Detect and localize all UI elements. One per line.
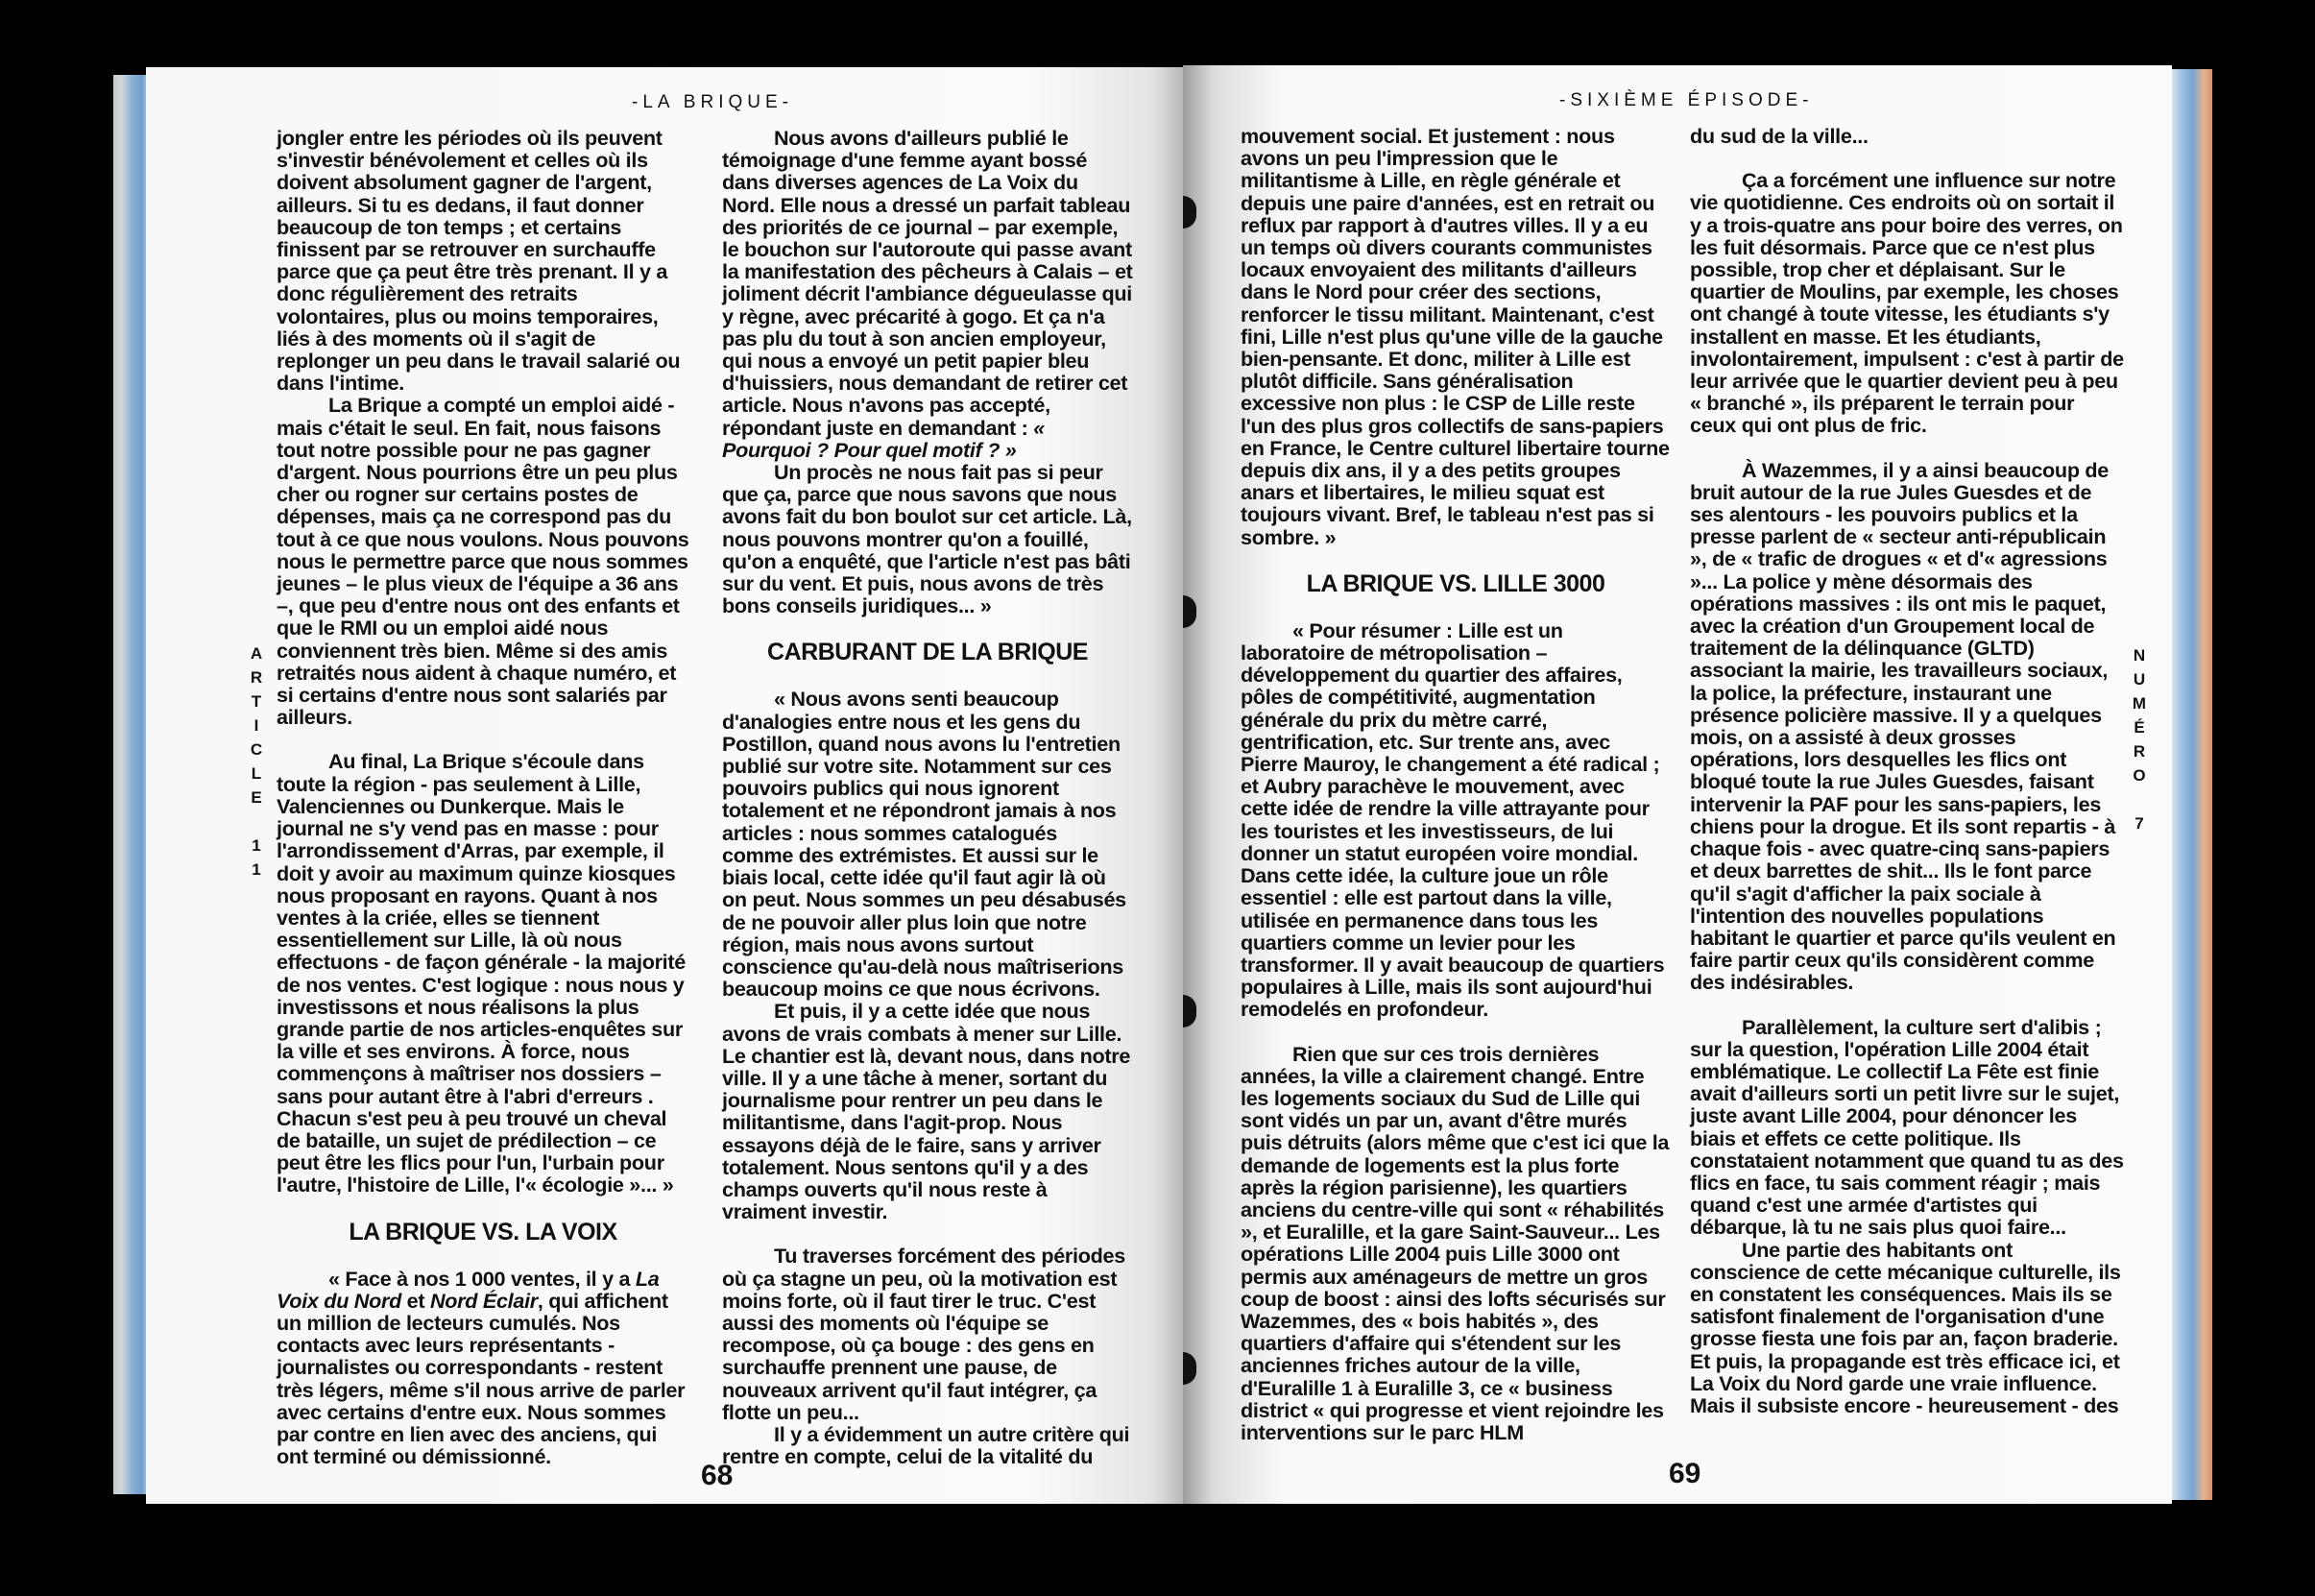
paragraph: Nous avons d'ailleurs publié le témoignage d'une femme ayant bossé dans diverses agences de La Voix du Nord. Elle nous a dressé un parfait tableau des priorités de ce journal – par exemple, le bouchon sur l'autoroute qui passe avant la manifestation des pêcheurs à Calais – et joliment décrit l'ambiance dégueulasse qui y règne, avec précarité à gogo. Et ça n'a pas plu du tout à son ancien employeur, qui nous a envoyé un petit papier bleu d'huissiers, nous demandant de retirer cet article. Nous n'avons pas accepté, répondant juste en demandant : « Pourquoi ? Pour quel motif ? » <box>722 126 1133 462</box>
side-label-article: A R T I C L E 1 1 <box>250 644 263 879</box>
section-heading: CARBURANT DE LA BRIQUE <box>767 639 1088 666</box>
paragraph: Une partie des habitants ont conscience de cette mécanique culturelle, ils en constatent les conséquences. Mais ils se satisfont finalement de l'organisation d'une grosse fiesta une fois par an, façon braderie. Et puis, la propagande est très efficace ici, et La Voix du Nord garde une vraie influence. Mais il subsiste encore - heureusement - des <box>1690 1237 2121 1417</box>
paragraph: Tu traverses forcément des périodes où ça stagne un peu, où la motivation est moins forte, où il faut tirer le truc. C'est aussi des moments où l'équipe se recompose, où ça bouge : des gens en surchauffe prennent une pause, de nouveaux arrivent qu'il faut intégrer, ça flotte un peu... <box>722 1244 1125 1424</box>
paragraph: Et puis, il y a cette idée que nous avons de vrais combats à mener sur Lille. Le chantier est là, devant nous, dans notre ville. Il y a une tâche à mener, sortant du journalisme pour rentrer un peu dans le militantisme, dans l'agit-prop. Nous essayons déjà de le faire, sans y arriver totalement. Nous sentons qu'il y a des champs ouverts qu'il nous reste à vraiment investir. <box>722 999 1131 1224</box>
binding-hole <box>1183 595 1196 628</box>
paragraph: Au final, La Brique s'écoule dans toute la région - pas seulement à Lille, Valenciennes ou Dunkerque. Mais le journal ne s'y vend pas en masse : pour l'arrondissement d'Arras, par exemple, il doit y avoir au maximum quinze kiosques nous proposant en rayons. Quant à nos ventes à la criée, elles se tiennent essentiellement sur Lille, là où nous effectuons - de façon générale - la majorité de nos ventes. C'est logique : nous nous y investissons et nous réalisons la plus grande partie de nos articles-enquêtes sur la ville et ses environs. À force, nous commençons à maîtriser nos dossiers – sans pour autant être à l'abri d'erreurs . Chacun s'est peu à peu trouvé un cheval de bataille, un sujet de prédilection – ce peut être les flics pour l'un, l'urbain pour l'autre, l'histoire de Lille, l'« écologie »... » <box>277 749 686 1197</box>
running-head-left: -LA BRIQUE- <box>632 92 793 112</box>
paragraph: Ça a forcément une influence sur notre vie quotidienne. Ces endroits où on sortait il y a trois-quatre ans pour boire des verres, on les fuit désormais. Parce que ce n'est plus possible, trop cher et déplaisant. Sur le quartier de Moulins, par exemple, les choses ont changé à toute vitesse, les étudiants s'y installent en masse. Et les étudiants, involontairement, impulsent : c'est à partir de leur arrivée que le quartier devient peu à peu « branché », ils préparent le terrain pour ceux qui ont plus de fric. <box>1690 168 2124 438</box>
running-head-right: -SIXIÈME ÉPISODE- <box>1559 90 1814 110</box>
right-column-1 <box>1241 125 1671 1443</box>
binding-hole <box>1183 995 1196 1028</box>
paragraph: À Wazemmes, il y a ainsi beaucoup de bruit autour de la rue Jules Guesdes et de ses alentours - les pouvoirs publics et la presse parlent de « secteur anti-républicain », de « trafic de drogues « et d'« agressions »... La police y mène désormais des opérations massives : ils ont mis le paquet, avec la création d'un Groupement local de traitement de la délinquance (GLTD) associant la mairie, les travailleurs sociaux, la police, la préfecture, instaurant une présence policière massive. Il y a quelques mois, on a assisté à deux grosses opérations, lors desquelles les flics ont bloqué toute la rue Jules Guesdes, faisant intervenir la PAF pour les sans-papiers, les chiens pour la drogue. Et ils sont repartis - à chaque fois - avec quatre-cinq sans-papiers et deux barrettes de shit... Ils le font parce qu'il s'agit d'afficher la paix sociale à l'intention des nouvelles populations habitant le quartier et parce qu'ils veulent en faire partir ceux qu'ils considèrent comme des indésirables. <box>1690 457 2116 995</box>
paragraph: jongler entre les périodes où ils peuvent s'investir bénévolement et celles où ils doivent absolument gagner de l'argent, ailleurs. Si tu es dedans, il faut donner beaucoup de ton temps ; et certains finissent par se retrouver en surchauffe parce que ça peut être très prenant. Il y a donc régulièrement des retraits volontaires, plus ou moins temporaires, liés à des moments où il s'agit de replonger un peu dans le travail salarié ou dans l'intime. <box>277 126 681 396</box>
paragraph: « Pour résumer : Lille est un laboratoire de métropolisation – développement du quartier des affaires, pôles de compétitivité, augmentation générale du prix du mètre carré, gentrification, etc. Sur trente ans, avec Pierre Mauroy, le changement a été radical ; et Aubry parachève le mouvement, avec cette idée de rendre la ville attrayante pour les touristes et les investisseurs, de lui donner un statut européen voire mondial. Dans cette idée, la culture joue un rôle essentiel : elle est partout dans la ville, utilisée en permanence dans tous les quartiers comme un levier pour les transformer. Il y avait beaucoup de quartiers populaires à Lille, mais ils sont aujourd'hui remodelés en profondeur. <box>1241 617 1665 1022</box>
right-page <box>1183 65 2172 1504</box>
right-column-2 <box>1690 125 2124 1416</box>
section-heading: LA BRIQUE VS. LILLE 3000 <box>1306 569 1605 597</box>
paragraph: La Brique a compté un emploi aidé - mais c'était le seul. En fait, nous faisons tout notre possible pour ne pas gagner d'argent. Nous pourrions être un peu plus cher ou rogner sur certains postes de dépenses, mais ça ne correspond pas du tout à ce que nous voulons. Nous pouvons nous le permettre parce que nous sommes jeunes – le plus vieux de l'équipe a 36 ans –, que peu d'entre nous ont des enfants et que le RMI ou un emploi aidé nous conviennent très bien. Même si des amis retraités nous aident à chaque numéro, et si certains d'entre nous sont salariés par ailleurs. <box>277 393 689 730</box>
paragraph: mouvement social. Et justement : nous avons un peu l'impression que le militantisme à Lille, en règle générale et depuis une paire d'années, est en retrait ou reflux par rapport à d'autres villes. Il y a eu un temps où divers courants communistes locaux envoyaient des militants d'ailleurs dans le Nord pour créer des sections, renforcer le tissu militant. Maintenant, c'est fini, Lille n'est plus qu'une ville de la gauche bien-pensante. Et donc, militer à Lille est plutôt difficile. Sans généralisation excessive non plus : le CSP de Lille reste l'un des plus gros collectifs de sans-papiers en France, le Centre culturel libertaire tourne depuis dix ans, il y a des petits groupes anars et libertaires, le milieu squat est toujours vivant. Bref, le tableau n'est pas si sombre. » <box>1241 124 1670 549</box>
page-number: 68 <box>701 1460 734 1491</box>
left-page <box>146 67 1183 1504</box>
binding-hole <box>1183 1352 1196 1385</box>
paragraph: Parallèlement, la culture sert d'alibis ; sur la question, l'opération Lille 2004 était emblématique. Le collectif La Fête est finie avait d'ailleurs sorti un petit livre sur le sujet, juste avant Lille 2004, pour dénoncer les biais et effets ce cette politique. Ils constataient notamment que quand tu as des flics en face, tu sais comment réagir ; mais quand c'est une armée d'artistes qui débarque, là tu ne sais plus quoi faire... <box>1690 1014 2124 1240</box>
paragraph: Rien que sur ces trois dernières années, la ville a clairement changé. Entre les logements sociaux du Sud de Lille qui sont vidés un par un, avant d'être murés puis détruits (alors même que c'est ici que la demande de logements est la plus forte après la région parisienne), les quartiers anciens du centre-ville qui sont « réhabilités », et Euralille, et la gare Saint-Sauveur... Les opérations Lille 2004 puis Lille 3000 ont permis aux aménageurs de mettre un gros coup de boost : ainsi des lofts sécurisés sur Wazemmes, des « bois habités », des quartiers d'affaire qui s'étendent sur les anciennes friches autour de la ville, d'Euralille 1 à Euralille 3, ce « business district « qui progresse et vient rejoindre les interventions sur le parc HLM <box>1241 1041 1670 1444</box>
binding-hole <box>1183 196 1196 229</box>
paragraph: Un procès ne nous fait pas si peur que ça, parce que nous savons que nous avons fait du bon boulot sur cet article. Là, nous pouvons montrer qu'on a fouillé, qu'on a enquêté, que l'article n'est pas bâti sur du vent. Et puis, nous avons de très bons conseils juridiques... » <box>722 460 1132 618</box>
page-number: 69 <box>1669 1458 1701 1489</box>
section-heading: LA BRIQUE VS. LA VOIX <box>349 1218 617 1245</box>
left-column-1 <box>277 127 689 1467</box>
side-label-numero: N U M É R O 7 <box>2132 646 2147 833</box>
paragraph: Il y a évidemment un autre critère qui rentre en compte, celui de la vitalité du <box>722 1421 1130 1469</box>
paragraph: du sud de la ville... <box>1690 124 1869 148</box>
left-column-2 <box>722 127 1133 1467</box>
book-edge-right <box>2168 69 2212 1500</box>
paragraph: « Nous avons senti beaucoup d'analogies entre nous et les gens du Postillon, quand nous avons lu l'entretien publié sur votre site. Notamment sur ces pouvoirs publics qui nous ignorent totalement et ne répondront jamais à nos articles : nous sommes catalogués comme des extrémistes. Et aussi sur le biais local, cette idée qu'il faut agir là où on peut. Nous sommes un peu désabusés de ne pouvoir aller plus loin que notre région, mais nous avons surtout conscience qu'au-delà nous maîtriserions beaucoup moins ce que nous écrivons. <box>722 687 1126 1002</box>
paragraph: « Face à nos 1 000 ventes, il y a La Voix du Nord et Nord Éclair, qui affichent un million de lecteurs cumulés. Nos contacts avec leurs représentants - journalistes ou correspondants - restent très légers, même s'il nous arrive de parler avec certains d'entre eux. Nous sommes par contre en lien avec des anciens, qui ont terminé ou démissionné. <box>277 1266 686 1469</box>
